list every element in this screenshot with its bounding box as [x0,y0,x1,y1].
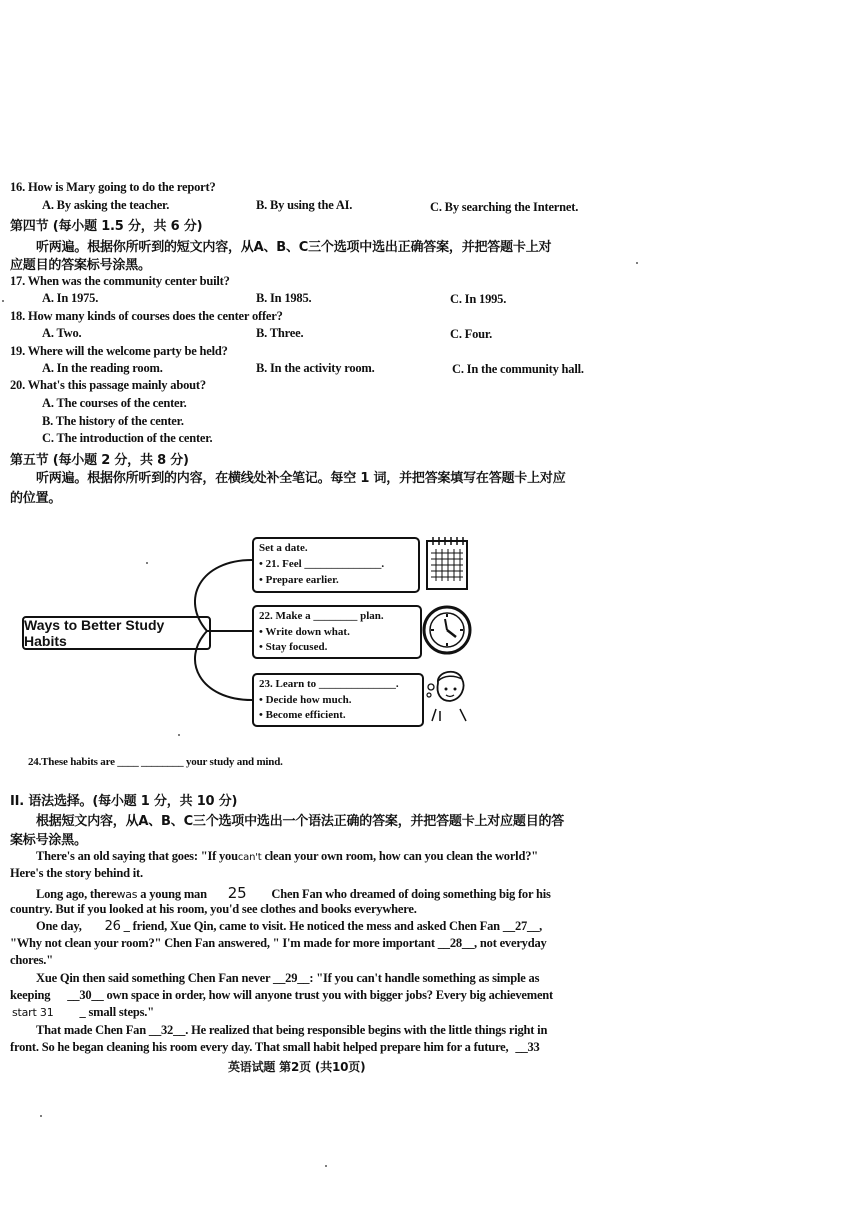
section4-instruction-1: 听两遍。根据你所听到的短文内容，从A、B、C三个选项中选出正确答案，并把答题卡上对 [36,240,552,255]
p4-text-b: : "If you can't handle something as simple as [309,971,540,985]
p4-text-c: keeping [10,988,51,1002]
part2-instruction-2: 案标号涂黑。 [10,833,87,848]
p3-text-c: "Why not clean your room?" Chen Fan answered, " I'm made for more important [10,936,435,950]
blank-29: __29__ [273,971,310,985]
blank-32: __32__ [148,1023,186,1037]
passage-p3-line2 [10,936,547,951]
p2-text-b: a young man [140,887,207,901]
passage-p4-line2 [10,988,553,1003]
p4-text-a: Xue Qin then said something Chen Fan never [36,971,271,985]
box1-line-3: • Prepare earlier. [259,574,339,586]
passage-p5-line1 [36,1023,547,1038]
q16-question: 16. How is Mary going to do the report? [10,180,216,194]
q17-option-a: A. In 1975. [42,291,99,305]
page-footer: 英语试题 第2页 (共10页) [228,1060,366,1074]
scan-speck [636,262,638,264]
handwritten-was: was [116,888,138,901]
passage-p1-line2: Here's the story behind it. [10,866,143,880]
q18-option-c: C. Four. [450,327,493,341]
q18-option-b: B. Three. [256,326,304,340]
box2-line-3: • Stay focused. [259,641,328,653]
p1-text-a: There's an old saying that goes: "If you [36,849,238,863]
q20-option-a: A. The courses of the center. [42,396,187,410]
passage-p4-line1 [36,971,539,986]
mindmap-box-2 [252,605,422,659]
handwritten-25: 25 [227,884,247,902]
scan-speck [325,1165,327,1167]
q19-option-b: B. In the activity room. [256,361,375,375]
box1-line-2: • 21. Feel ______________. [259,558,385,570]
q20-option-c: C. The introduction of the center. [42,431,213,445]
handwritten-26: 26 [104,919,121,934]
person-thinking-icon [424,665,472,723]
mindmap-root: Ways to Better Study Habits [22,616,211,650]
q16-option-a: A. By asking the teacher. [42,198,170,212]
scan-speck [40,1115,42,1117]
p4-text-e: _ small steps." [79,1005,154,1019]
p2-text-c: Chen Fan who dreamed of doing something big for his [271,887,551,901]
p1-text-b: clean your own room, how can you clean the world?" [264,849,539,863]
section5-instruction-2: 的位置。 [10,491,62,506]
q19-option-c: C. In the community hall. [452,362,584,376]
blank-27: __27__, [502,919,543,933]
mindmap-box-3 [252,673,424,727]
section4-title: 第四节 (每小题 1.5 分，共 6 分) [10,219,203,234]
q17-option-b: B. In 1985. [256,291,312,305]
passage-p2-line2: country. But if you looked at his room, you'd see clothes and books everywhere. [10,902,417,916]
q18-option-a: A. Two. [42,326,82,340]
box2-line-1: 22. Make a ________ plan. [259,610,384,622]
box2-line-2: • Write down what. [259,626,350,638]
passage-p5-line2 [10,1040,540,1055]
handwritten-cant: can't [237,852,262,863]
p3-text-a: One day, [36,919,82,933]
p3-text-b: _ friend, Xue Qin, came to visit. He noticed the mess and asked Chen Fan [123,919,500,933]
part2-title: II. 语法选择。(每小题 1 分，共 10 分) [10,794,238,809]
handwritten-start-31: start 31 [12,1006,54,1019]
passage-p4-line3 [12,1005,154,1020]
passage-p3-line1 [36,919,542,934]
q24-line: 24.These habits are ____ ________ your study and mind. [28,756,283,768]
scan-speck [178,734,180,736]
scan-speck [146,562,148,564]
p5-text-a: That made Chen Fan [36,1023,146,1037]
mindmap-box-1 [252,537,420,593]
section4-instruction-2: 应题目的答案标号涂黑。 [10,258,151,273]
p5-text-b: . He realized that being responsible begins with the little things right in [185,1023,548,1037]
blank-28: __28__ [437,936,475,950]
section5-title: 第五节 (每小题 2 分，共 8 分) [10,453,189,468]
q20-option-b: B. The history of the center. [42,414,184,428]
box1-line-1: Set a date. [259,542,308,554]
clock-icon [421,604,473,656]
p5-text-c: front. So he began cleaning his room every day. That small habit helped prepare him for a future, [10,1040,509,1054]
scan-speck [2,300,4,302]
passage-p3-line3: chores." [10,953,53,967]
box3-line-1: 23. Learn to ______________. [259,678,399,690]
q16-option-b: B. By using the AI. [256,198,353,212]
q17-option-c: C. In 1995. [450,292,507,306]
q19-question: 19. Where will the welcome party be held? [10,344,228,358]
q19-option-a: A. In the reading room. [42,361,163,375]
p2-text-a: Long ago, there [36,887,117,901]
p3-text-d: , not everyday [474,936,547,950]
q20-question: 20. What's this passage mainly about? [10,378,206,392]
q18-question: 18. How many kinds of courses does the center offer? [10,309,283,323]
passage-p1-line1 [36,849,538,864]
blank-30: __30__ [67,988,104,1002]
p4-text-d: own space in order, how will anyone trust you with bigger jobs? Every big achievement [106,988,554,1002]
section5-instruction-1: 听两遍。根据你所听到的内容，在横线处补全笔记。每空 1 词，并把答案填写在答题卡上对应 [36,471,566,486]
part2-instruction-1: 根据短文内容，从A、B、C三个选项中选出一个语法正确的答案，并把答题卡上对应题目的答 [36,814,565,829]
calendar-icon [425,535,469,591]
box3-line-3: • Become efficient. [259,709,346,721]
passage-p2-line1 [36,884,551,902]
blank-33: __33 [515,1040,540,1054]
q16-option-c: C. By searching the Internet. [430,200,579,214]
q17-question: 17. When was the community center built? [10,274,230,288]
box3-line-2: • Decide how much. [259,694,352,706]
